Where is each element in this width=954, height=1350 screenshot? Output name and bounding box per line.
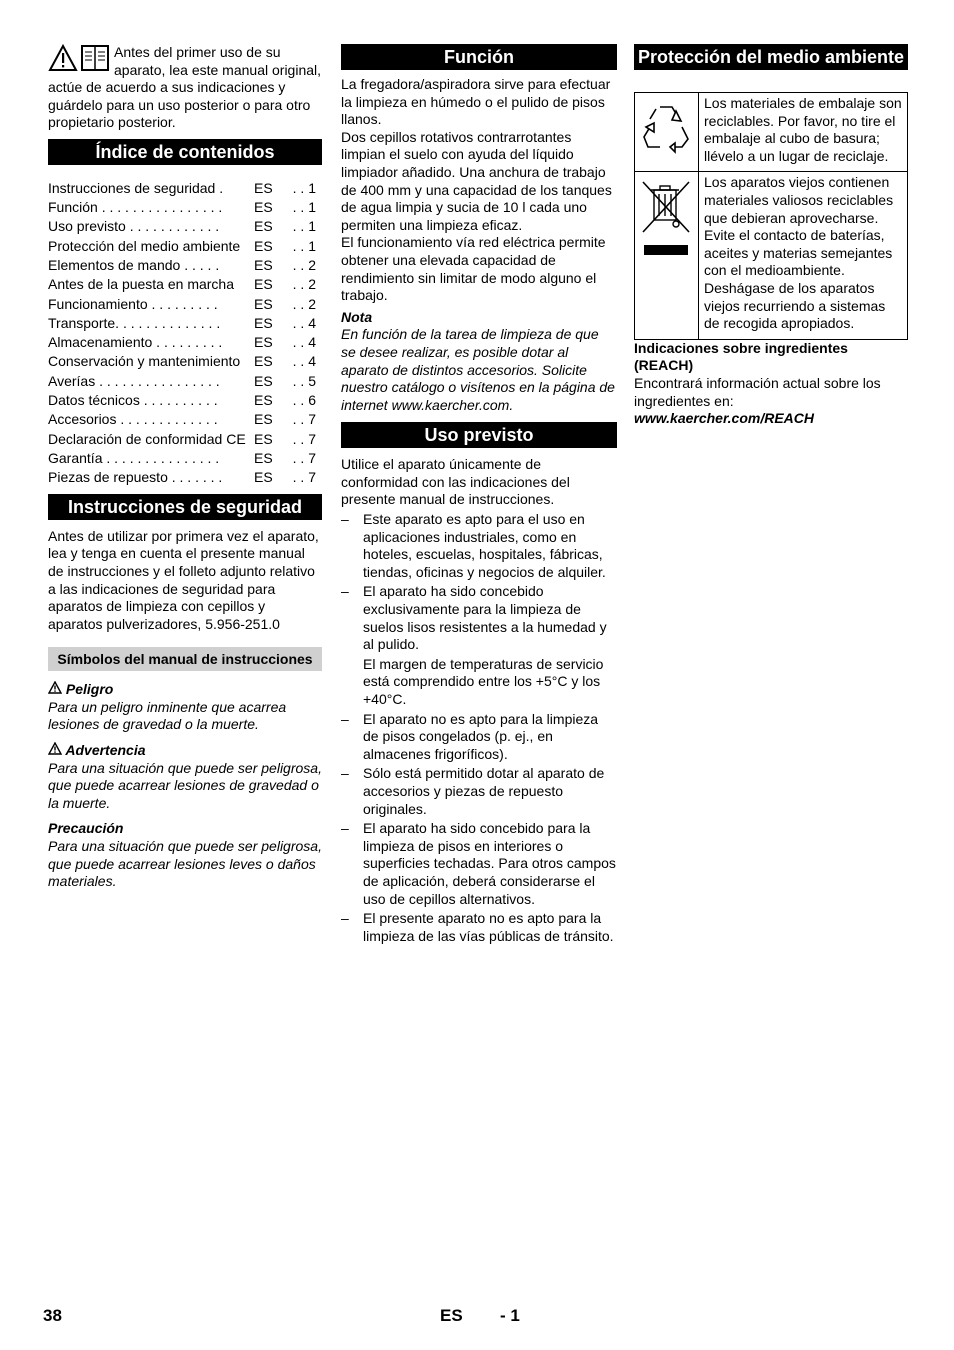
caution-label: Precaución xyxy=(48,820,124,837)
toc-entry-title: Datos técnicos . . . . . . . . . . xyxy=(48,392,218,409)
danger-text: Para un peligro inminente que acarrea lesiones de gravedad o la muerte. xyxy=(48,698,287,733)
toc-entry-page: . . 7 xyxy=(292,449,316,466)
danger-label: Peligro xyxy=(65,681,114,698)
toc-table xyxy=(48,179,322,488)
function-p1: La fregadora/aspiradora sirve para efectuar la limpieza en húmedo o el pulido de pisos llanos. xyxy=(341,76,611,128)
bin-cell xyxy=(635,172,699,339)
toc-entry-page: . . 2 xyxy=(292,276,316,293)
reach-link[interactable]: www.kaercher.com/REACH xyxy=(634,410,814,427)
toc-entry-title: Antes de la puesta en marcha xyxy=(48,276,235,293)
intended-use-heading: Uso previsto xyxy=(341,422,617,448)
toc-row[interactable] xyxy=(48,314,322,333)
toc-entry-page: . . 4 xyxy=(292,353,316,370)
toc-row[interactable] xyxy=(48,198,322,217)
toc-row[interactable] xyxy=(48,468,322,487)
toc-entry-page: . . 1 xyxy=(292,199,316,216)
warning-text: Para una situación que puede ser peligrosa, que puede acarrear lesiones de gravedad o la muerte. xyxy=(48,759,322,811)
toc-row[interactable] xyxy=(48,391,322,410)
recycling-cell xyxy=(635,93,699,172)
list-item: – El aparato ha sido concebido para la limpieza de pisos en interiores o superficies techadas. Para otros campos de aplicación, deberá considerarse el uso de cepillos alternativos. xyxy=(341,820,617,908)
toc-row[interactable] xyxy=(48,430,322,449)
note-text: En función de la tarea de limpieza de que se desee realizar, es posible dotar al aparato de distintos accesorios. Solicite nuestro catálogo o visítenos en la página de internet www.kaercher.com. xyxy=(341,326,615,413)
toc-entry-title: Garantía . . . . . . . . . . . . . . . xyxy=(48,449,220,466)
toc-entry-page: . . 4 xyxy=(292,314,316,331)
toc-entry-title: Conservación y mantenimiento xyxy=(48,353,241,370)
warning-triangle-small-icon xyxy=(48,742,62,758)
safety-text: Antes de utilizar por primera vez el aparato, lea y tenga en cuenta el presente manual de instrucciones y el folleto adjunto relativo a las indicaciones de seguridad para aparatos de limpieza con cepillos y aparatos pulverizadores, 5.956-251.0 xyxy=(48,527,319,632)
toc-entry-title: Funcionamiento . . . . . . . . . xyxy=(48,295,218,312)
function-p2: Dos cepillos rotativos contrarrotantes limpian el suelo con ayuda del líquido limpiador añadido. Una anchura de trabajo de 400 mm y una capacidad de los tanques de agua limpia y sucia de 10 l cada uno permiten una limpieza eficaz. xyxy=(341,128,612,233)
footer-lang: ES xyxy=(440,1306,463,1325)
toc-entry-lang: ES xyxy=(254,276,273,293)
toc-entry-title: Almacenamiento . . . . . . . . . xyxy=(48,334,223,351)
toc-entry-lang: ES xyxy=(254,334,273,351)
toc-row[interactable] xyxy=(48,179,322,198)
toc-entry-title: Protección del medio ambiente xyxy=(48,237,241,254)
recycling-text: Los materiales de embalaje son reciclables. Por favor, no tire el embalaje al cubo de basura; llévelo a un lugar de reciclaje. xyxy=(699,93,908,172)
crossed-bin-icon xyxy=(640,178,692,258)
page-number: 38 xyxy=(43,1306,62,1325)
toc-entry-lang: ES xyxy=(254,353,273,370)
list-item: – El presente aparato no es apto para la limpieza de las vías públicas de tránsito. xyxy=(341,910,617,945)
table-row xyxy=(635,172,908,339)
toc-entry-lang: ES xyxy=(254,430,273,447)
environment-table xyxy=(634,92,908,340)
function-p3: El funcionamiento vía red eléctrica permite obtener una elevada capacidad de rendimiento sin limitar de modo alguno el trabajo. xyxy=(341,234,606,304)
list-item: – El aparato no es apto para la limpieza de pisos congelados (p. ej., en almacenes frigoríficos). xyxy=(341,711,617,764)
toc-heading: Índice de contenidos xyxy=(48,139,322,165)
toc-entry-page: . . 5 xyxy=(292,372,316,389)
note-label: Nota xyxy=(341,308,373,325)
toc-entry-page: . . 1 xyxy=(292,218,316,235)
environment-heading: Protección del medio ambiente xyxy=(634,44,908,70)
column-left xyxy=(48,44,322,891)
toc-entry-lang: ES xyxy=(254,199,273,216)
toc-entry-title: Transporte. . . . . . . . . . . . . . xyxy=(48,314,221,331)
intended-use-intro: Utilice el aparato únicamente de conformidad con las indicaciones del presente manual de instrucciones. xyxy=(341,456,570,508)
toc-entry-page: . . 6 xyxy=(292,392,316,409)
toc-entry-lang: ES xyxy=(254,392,273,409)
toc-row[interactable] xyxy=(48,218,322,237)
warning-heading xyxy=(48,742,322,760)
toc-entry-lang: ES xyxy=(254,257,273,273)
warning-label: Advertencia xyxy=(65,742,146,759)
danger-heading xyxy=(48,681,322,699)
toc-entry-page: . . 4 xyxy=(292,334,316,351)
old-devices-text: Los aparatos viejos contienen materiales valiosos reciclables que debieran aprovecharse. Evite el contacto de baterías, aceites y materias semejantes con el medioambiente. Deshágase de los aparatos viejos recurriendo a sistemas de recogida apropiados. xyxy=(699,172,908,339)
toc-entry-page: . . 7 xyxy=(292,469,316,486)
symbols-heading: Símbolos del manual de instrucciones xyxy=(48,647,322,671)
safety-heading: Instrucciones de seguridad xyxy=(48,494,322,520)
temperature-note: El margen de temperaturas de servicio está comprendido entre los +5°C y los +40°C. xyxy=(363,655,604,707)
intended-use-list xyxy=(341,511,617,945)
toc-row[interactable] xyxy=(48,449,322,468)
toc-entry-title: Función . . . . . . . . . . . . . . . . xyxy=(48,199,223,216)
toc-entry-title: Averías . . . . . . . . . . . . . . . . xyxy=(48,372,220,389)
toc-row[interactable] xyxy=(48,256,322,275)
intro-text: Antes del primer uso de su aparato, lea este manual original, actúe de acuerdo a sus indicaciones y guárdelo para un uso posterior o para otro propietario posterior. xyxy=(48,44,322,131)
warning-manual-icons xyxy=(48,44,110,74)
toc-entry-title: Instrucciones de seguridad . xyxy=(48,179,224,196)
toc-entry-page: . . 2 xyxy=(292,257,316,273)
toc-row[interactable] xyxy=(48,275,322,294)
toc-entry-lang: ES xyxy=(254,411,273,428)
toc-entry-title: Elementos de mando . . . . . xyxy=(48,257,220,273)
toc-entry-lang: ES xyxy=(254,372,273,389)
toc-entry-lang: ES xyxy=(254,469,273,486)
toc-entry-title: Declaración de conformidad CE xyxy=(48,430,246,447)
toc-entry-title: Uso previsto . . . . . . . . . . . . xyxy=(48,218,220,235)
toc-row[interactable] xyxy=(48,353,322,372)
toc-entry-lang: ES xyxy=(254,179,273,196)
toc-row[interactable] xyxy=(48,372,322,391)
toc-entry-title: Accesorios . . . . . . . . . . . . . xyxy=(48,411,218,428)
table-row xyxy=(635,93,908,172)
toc-entry-lang: ES xyxy=(254,218,273,235)
danger-triangle-icon xyxy=(48,681,62,697)
toc-entry-lang: ES xyxy=(254,295,273,312)
toc-row[interactable] xyxy=(48,333,322,352)
manual-book-icon xyxy=(82,46,108,70)
recycling-icon xyxy=(640,99,692,155)
reach-heading: Indicaciones sobre ingredientes (REACH) xyxy=(634,339,848,374)
toc-entry-lang: ES xyxy=(254,314,273,331)
toc-entry-lang: ES xyxy=(254,449,273,466)
toc-entry-lang: ES xyxy=(254,237,273,254)
toc-entry-page: . . 2 xyxy=(292,295,316,312)
column-middle xyxy=(341,44,617,945)
toc-row[interactable] xyxy=(48,237,322,256)
column-right xyxy=(634,44,908,428)
toc-row[interactable] xyxy=(48,295,322,314)
toc-entry-page: . . 1 xyxy=(292,237,316,254)
list-item: – El aparato ha sido concebido exclusivamente para la limpieza de suelos lisos resistentes a la humedad y al pulido. El margen de temperaturas de servicio está comprendido entre los +5°C y los +40°C. xyxy=(341,583,617,708)
toc-entry-page: . . 7 xyxy=(292,430,316,447)
toc-entry-title: Piezas de repuesto . . . . . . . xyxy=(48,469,223,486)
reach-text: Encontrará información actual sobre los ingredientes en: xyxy=(634,374,881,409)
intro-block xyxy=(48,44,322,132)
footer-subpage: - 1 xyxy=(500,1306,520,1325)
warning-triangle-icon xyxy=(50,46,76,70)
list-item: – Sólo está permitido dotar al aparato de accesorios y piezas de repuesto originales. xyxy=(341,765,617,818)
function-heading: Función xyxy=(341,44,617,70)
toc-row[interactable] xyxy=(48,411,322,430)
toc-entry-page: . . 7 xyxy=(292,411,316,428)
list-item: – Este aparato es apto para el uso en aplicaciones industriales, como en hoteles, escuelas, hospitales, fábricas, tiendas, oficinas y negocios de alquiler. xyxy=(341,511,617,581)
toc-entry-page: . . 1 xyxy=(292,179,316,196)
caution-text: Para una situación que puede ser peligrosa, que puede acarrear lesiones leves o daños materiales. xyxy=(48,838,322,890)
